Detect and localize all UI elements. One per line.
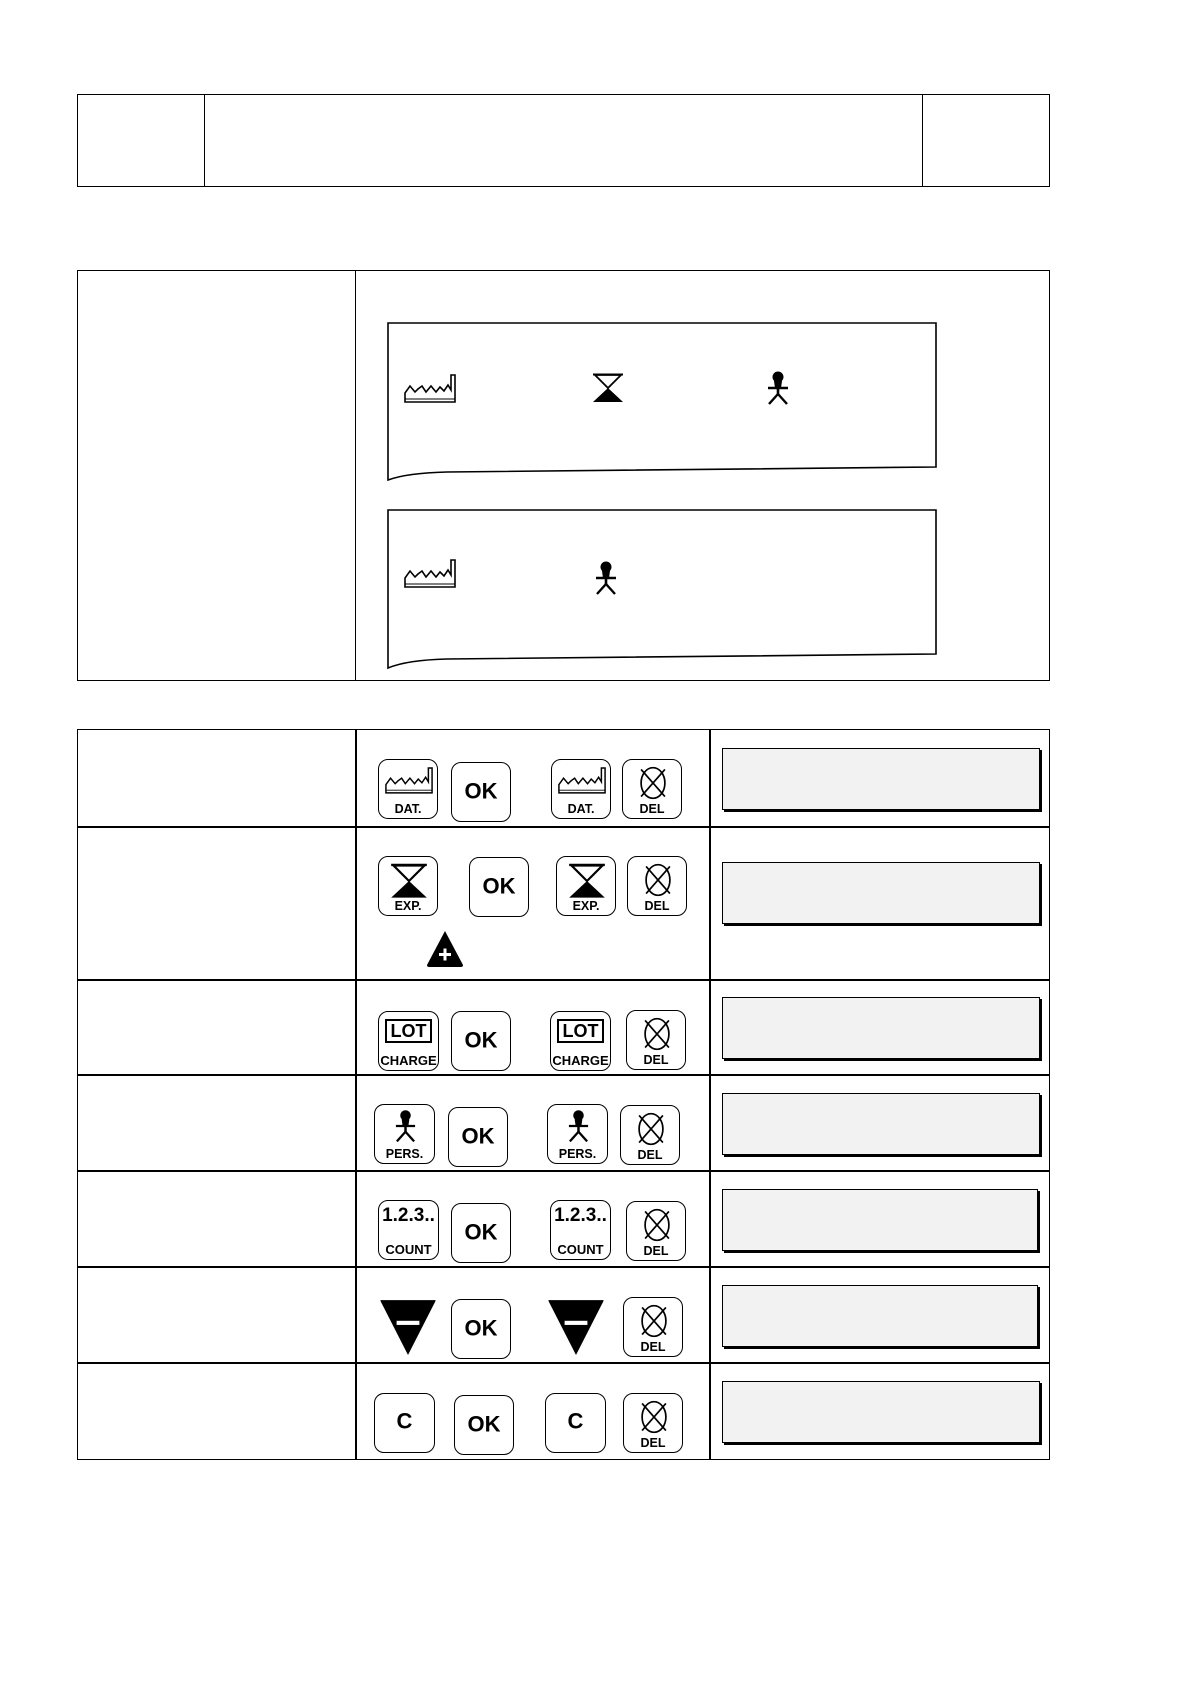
label-2 xyxy=(387,509,938,670)
person-icon xyxy=(375,1105,435,1149)
charge-key-caption: CHARGE xyxy=(380,1053,437,1068)
minus-triangle-icon xyxy=(378,1297,438,1357)
lcd-display-exp xyxy=(722,862,1040,924)
clear-key-caption: C xyxy=(567,1408,584,1434)
label-section-left-cell xyxy=(78,271,356,680)
del-key[interactable] xyxy=(622,759,682,819)
exp-key-caption: EXP. xyxy=(572,899,600,913)
ok-button-caption: OK xyxy=(482,873,516,899)
delete-icon xyxy=(624,1394,683,1438)
exp-key-caption: EXP. xyxy=(394,899,422,913)
delete-icon xyxy=(624,1298,683,1342)
del-key[interactable] xyxy=(626,1010,686,1070)
label-2-outline xyxy=(387,509,938,670)
header-cell-center xyxy=(205,95,923,186)
lot-charge-key[interactable] xyxy=(378,1011,439,1071)
exp-key[interactable] xyxy=(378,856,438,916)
pers-key[interactable] xyxy=(547,1104,608,1164)
clear-key[interactable] xyxy=(545,1393,606,1453)
person-icon xyxy=(594,561,618,595)
ok-button[interactable] xyxy=(451,762,511,822)
lcd-display-lot xyxy=(722,997,1040,1059)
dat-key-caption: DAT. xyxy=(394,802,422,816)
del-key-caption: DEL xyxy=(640,1340,666,1354)
count-key[interactable] xyxy=(550,1200,611,1260)
factory-date-icon xyxy=(379,760,438,800)
del-key-caption: DEL xyxy=(644,899,670,913)
plus-triangle-icon[interactable] xyxy=(425,929,465,969)
pers-key[interactable] xyxy=(374,1104,435,1164)
del-key[interactable] xyxy=(626,1201,686,1261)
factory-date-icon xyxy=(552,760,611,800)
count-key[interactable] xyxy=(378,1200,439,1260)
ok-button-caption: OK xyxy=(464,1315,498,1341)
count-key-digits: 1.2.3.. xyxy=(554,1205,607,1226)
delete-icon xyxy=(627,1011,686,1055)
person-icon xyxy=(548,1105,608,1149)
lcd-display-count xyxy=(722,1189,1038,1251)
minus-triangle-icon xyxy=(546,1297,606,1357)
lot-key-caption: LOT xyxy=(557,1019,604,1043)
dat-key[interactable] xyxy=(551,759,611,819)
minus-key[interactable] xyxy=(378,1297,438,1357)
label-1 xyxy=(387,322,938,482)
hourglass-expiry-icon xyxy=(557,857,616,901)
pers-key-caption: PERS. xyxy=(558,1147,597,1161)
hourglass-expiry-icon xyxy=(592,373,624,403)
ok-button[interactable] xyxy=(448,1107,508,1167)
header-box xyxy=(77,94,1050,187)
del-key[interactable] xyxy=(627,856,687,916)
lot-key-caption: LOT xyxy=(385,1019,432,1043)
delete-icon xyxy=(621,1106,680,1150)
del-key-caption: DEL xyxy=(643,1053,669,1067)
ok-button[interactable] xyxy=(451,1011,511,1071)
lcd-display-dat xyxy=(722,748,1040,810)
ok-button-caption: OK xyxy=(464,1027,498,1053)
charge-key-caption: CHARGE xyxy=(552,1053,609,1068)
count-key-digits: 1.2.3.. xyxy=(382,1205,435,1226)
delete-icon xyxy=(623,760,682,804)
del-key-caption: DEL xyxy=(639,802,665,816)
clear-key-caption: C xyxy=(396,1408,413,1434)
header-cell-right xyxy=(923,95,1049,186)
ok-button-caption: OK xyxy=(464,1219,498,1245)
clear-key[interactable] xyxy=(374,1393,435,1453)
del-key[interactable] xyxy=(620,1105,680,1165)
lcd-display-clear xyxy=(722,1381,1040,1443)
lcd-display-minus xyxy=(722,1285,1038,1347)
dat-key[interactable] xyxy=(378,759,438,819)
lcd-display-pers xyxy=(722,1093,1040,1155)
count-key-caption: COUNT xyxy=(385,1242,432,1257)
exp-key[interactable] xyxy=(556,856,616,916)
label-1-outline xyxy=(387,322,938,482)
ok-button-caption: OK xyxy=(461,1123,495,1149)
delete-icon xyxy=(627,1202,686,1246)
header-cell-left xyxy=(78,95,205,186)
person-icon xyxy=(766,371,790,405)
del-key-caption: DEL xyxy=(637,1148,663,1162)
del-key[interactable] xyxy=(623,1393,683,1453)
ok-button[interactable] xyxy=(451,1203,511,1263)
hourglass-expiry-icon xyxy=(379,857,438,901)
factory-date-icon xyxy=(404,558,456,588)
ok-button[interactable] xyxy=(454,1395,514,1455)
del-key-caption: DEL xyxy=(640,1436,666,1450)
del-key-caption: DEL xyxy=(643,1244,669,1258)
delete-icon xyxy=(628,857,687,901)
factory-date-icon xyxy=(404,373,456,403)
minus-key[interactable] xyxy=(546,1297,606,1357)
lot-charge-key[interactable] xyxy=(550,1011,611,1071)
ok-button-caption: OK xyxy=(464,778,498,804)
ok-button[interactable] xyxy=(469,857,529,917)
dat-key-caption: DAT. xyxy=(567,802,595,816)
pers-key-caption: PERS. xyxy=(385,1147,424,1161)
del-key[interactable] xyxy=(623,1297,683,1357)
ok-button-caption: OK xyxy=(467,1411,501,1437)
count-key-caption: COUNT xyxy=(557,1242,604,1257)
ok-button[interactable] xyxy=(451,1299,511,1359)
